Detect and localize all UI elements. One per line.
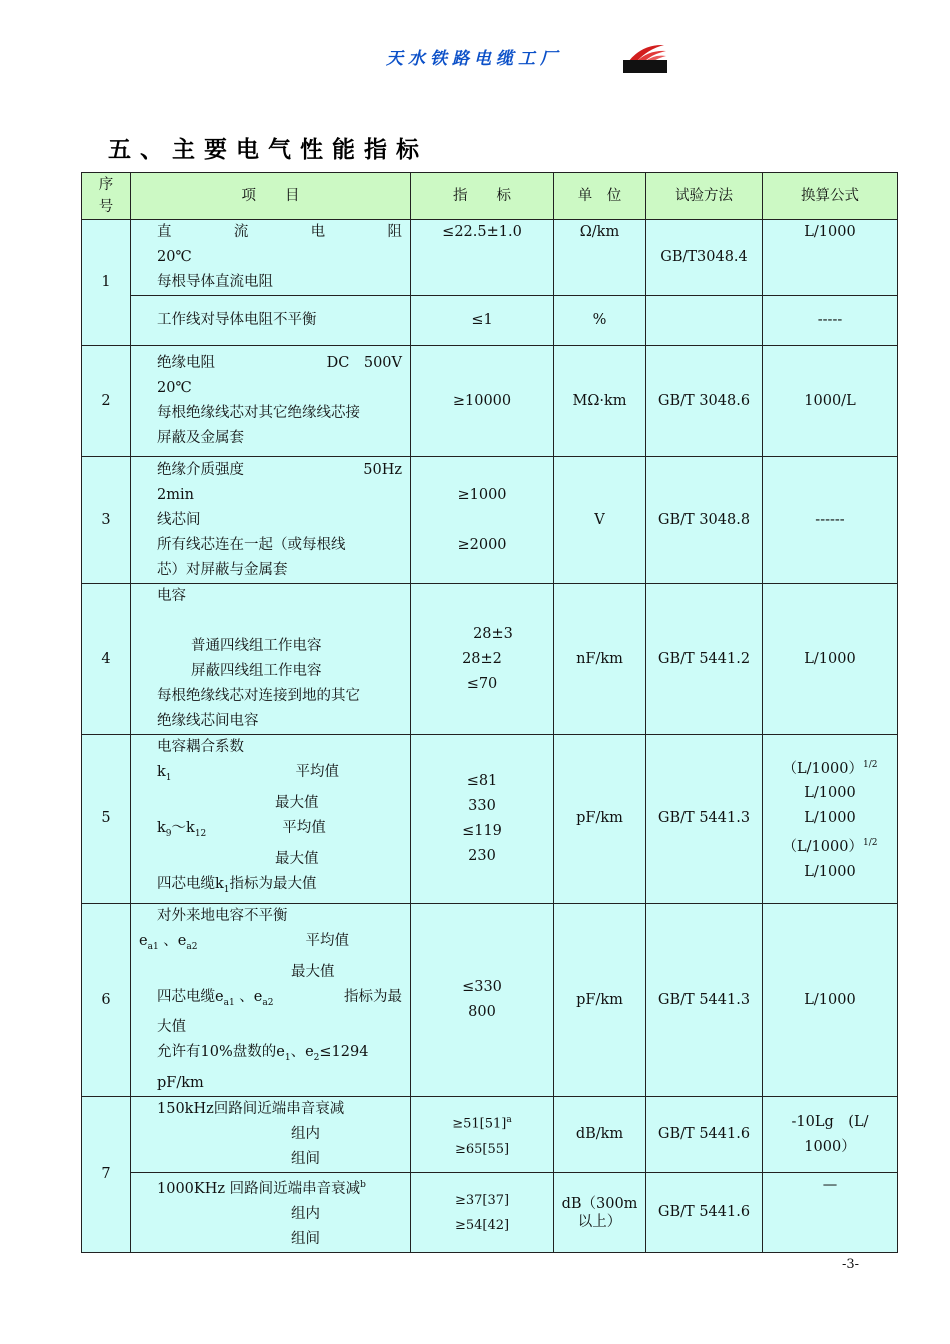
spec-line: $\ge 51[51]^a$ xyxy=(452,1115,512,1132)
spec-line: ≤330 xyxy=(462,979,502,995)
spec-cell: ≥10000 xyxy=(411,346,554,457)
spec-line: ≥54[42] xyxy=(454,1217,510,1233)
row-no: 1 xyxy=(82,220,131,346)
table-row xyxy=(82,220,898,296)
method-cell: GB/T 5441.6 xyxy=(646,1173,763,1253)
item-line: 最大值 xyxy=(275,850,319,867)
row-no: 2 xyxy=(82,346,131,457)
section-title: 五、主要电气性能指标 xyxy=(108,136,428,163)
unit-cell: Ω/km xyxy=(554,220,646,296)
spec-cell xyxy=(411,584,554,735)
unit-cell: nF/km xyxy=(554,584,646,735)
table-header-row xyxy=(82,173,898,220)
formula-line: $(L/1000)^{1/2}$ xyxy=(782,759,878,777)
spec-line: ≤119 xyxy=(462,822,502,839)
method-cell: GB/T 3048.8 xyxy=(646,457,763,584)
table-row xyxy=(82,1097,898,1173)
item-cell xyxy=(131,346,411,457)
item-line: $e_{a1}$ 、$e_{a2}$ 平均值 xyxy=(139,932,349,952)
item-cell xyxy=(131,457,411,584)
company-name: 天水铁路电缆工厂 xyxy=(386,49,562,69)
item-line: pF/km xyxy=(157,1075,204,1092)
method-cell: GB/T 5441.2 xyxy=(646,584,763,735)
item-line: 芯）对屏蔽与金属套 xyxy=(157,561,288,578)
formula-cell: ------ xyxy=(763,457,898,584)
item-line: 组间 xyxy=(291,1151,320,1168)
spec-cell xyxy=(411,1097,554,1173)
item-line: 对外来地电容不平衡 xyxy=(157,907,288,924)
item-line: 组内 xyxy=(291,1206,320,1223)
item-line: 大值 xyxy=(157,1019,186,1036)
spec-cell: ≤22.5±1.0 xyxy=(411,220,554,296)
method-cell: GB/T3048.4 xyxy=(646,220,763,296)
item-line: 绝缘介质强度 50Hz xyxy=(157,461,402,478)
table-row xyxy=(82,1173,898,1253)
table-row xyxy=(82,903,898,1097)
formula-line: -10Lg (L/ xyxy=(791,1113,869,1130)
header-item: 项 目 xyxy=(131,173,411,220)
spec-cell xyxy=(411,735,554,904)
unit-cell: MΩ·km xyxy=(554,346,646,457)
item-cell: 工作线对导体电阻不平衡 xyxy=(131,296,411,346)
item-line: 电容耦合系数 xyxy=(157,739,244,755)
item-cell xyxy=(131,1097,411,1173)
item-line: 线芯间 xyxy=(157,511,201,528)
item-line: 组内 xyxy=(291,1126,320,1143)
spec-line: ≤81 xyxy=(466,772,498,789)
unit-cell xyxy=(554,1173,646,1253)
item-line: $k_1$ 平均值 xyxy=(157,764,340,783)
row-no: 4 xyxy=(82,584,131,735)
item-line: 1000KHz 回路间近端串音衰减$^b$ xyxy=(157,1180,366,1198)
formula-line: 1000） xyxy=(804,1138,856,1155)
formula-cell: ----- xyxy=(763,296,898,346)
item-cell xyxy=(131,903,411,1097)
item-cell xyxy=(131,735,411,904)
item-line: 2min xyxy=(157,486,194,503)
table-row xyxy=(82,346,898,457)
item-line: 每根绝缘线芯对其它绝缘线芯接 xyxy=(157,405,360,421)
item-line: 20℃ xyxy=(157,249,192,265)
item-line: 四芯电缆$e_{a1}$ 、$e_{a2}$ 指标为最 xyxy=(157,988,402,1008)
item-cell xyxy=(131,1173,411,1253)
method-cell: GB/T 5441.3 xyxy=(646,903,763,1097)
unit-line: dB（300m xyxy=(561,1195,638,1212)
table-row xyxy=(82,457,898,584)
formula-cell: L/1000 xyxy=(763,903,898,1097)
header-unit: 单 位 xyxy=(554,173,646,220)
item-line: 屏蔽四线组工作电容 xyxy=(191,663,322,679)
item-line: 组间 xyxy=(291,1231,320,1248)
unit-line: 以上） xyxy=(577,1213,622,1230)
item-line: 直 流 电 阻 xyxy=(157,224,402,240)
method-cell: GB/T 3048.6 xyxy=(646,346,763,457)
spec-line: 800 xyxy=(468,1004,496,1020)
header-formula: 换算公式 xyxy=(763,173,898,220)
item-line: 20℃ xyxy=(157,380,192,396)
row-no: 7 xyxy=(82,1097,131,1253)
item-line: 最大值 xyxy=(291,963,335,980)
spec-line: ≥2000 xyxy=(457,536,507,553)
item-line: $k_9\sim k_{12}$ 平均值 xyxy=(157,819,326,839)
item-line: 电容 xyxy=(157,588,186,604)
spec-line: 230 xyxy=(468,847,496,864)
spec-line: ≤70 xyxy=(466,675,498,692)
spec-line: ≥1000 xyxy=(457,486,507,503)
spec-line: 330 xyxy=(468,797,496,814)
spec-line: 28±3 xyxy=(473,625,513,642)
header-no: 序号 xyxy=(82,173,131,220)
unit-cell: % xyxy=(554,296,646,346)
formula-line: L/1000 xyxy=(804,810,856,827)
formula-line: L/1000 xyxy=(804,864,856,881)
formula-cell: L/1000 xyxy=(763,220,898,296)
item-cell xyxy=(131,220,411,296)
formula-line: $(L/1000)^{1/2}$ xyxy=(782,838,878,856)
header-method: 试验方法 xyxy=(646,173,763,220)
page-number: -3- xyxy=(842,1257,860,1272)
item-line: 150kHz回路间近端串音衰减 xyxy=(157,1101,345,1118)
item-line: 四芯电缆$k_1$指标为最大值 xyxy=(157,875,317,895)
spec-cell xyxy=(411,903,554,1097)
method-cell: GB/T 5441.6 xyxy=(646,1097,763,1173)
row-no: 6 xyxy=(82,903,131,1097)
item-line: 每根导体直流电阻 xyxy=(157,274,273,290)
red-swoosh-logo-icon xyxy=(622,42,668,74)
header-spec: 指 标 xyxy=(411,173,554,220)
item-line: 绝缘线芯间电容 xyxy=(157,713,259,729)
unit-cell: pF/km xyxy=(554,735,646,904)
electrical-performance-table xyxy=(81,172,898,1253)
item-line: 屏蔽及金属套 xyxy=(157,430,244,446)
unit-cell: dB/km xyxy=(554,1097,646,1173)
formula-cell: — xyxy=(763,1173,898,1253)
method-cell xyxy=(646,296,763,346)
item-line: 每根绝缘线芯对连接到地的其它 xyxy=(157,688,360,704)
item-line: 绝缘电阻 DC 500V xyxy=(157,355,402,371)
unit-cell: V xyxy=(554,457,646,584)
item-line: 所有线芯连在一起（或每根线 xyxy=(157,536,346,553)
spec-cell xyxy=(411,1173,554,1253)
spec-cell xyxy=(411,457,554,584)
formula-line: L/1000 xyxy=(804,785,856,802)
item-line: 普通四线组工作电容 xyxy=(191,638,322,654)
item-cell xyxy=(131,584,411,735)
method-cell: GB/T 5441.3 xyxy=(646,735,763,904)
table-row xyxy=(82,735,898,904)
formula-cell xyxy=(763,1097,898,1173)
table-row xyxy=(82,296,898,346)
formula-cell xyxy=(763,735,898,904)
spec-cell: ≤1 xyxy=(411,296,554,346)
formula-cell: L/1000 xyxy=(763,584,898,735)
spec-line: ≥37[37] xyxy=(454,1192,510,1208)
row-no: 5 xyxy=(82,735,131,904)
row-no: 3 xyxy=(82,457,131,584)
spec-line: ≥65[55] xyxy=(454,1141,510,1157)
unit-cell: pF/km xyxy=(554,903,646,1097)
table-row xyxy=(82,584,898,735)
formula-cell: 1000/L xyxy=(763,346,898,457)
item-line: 最大值 xyxy=(275,794,319,811)
spec-line: 28±2 xyxy=(462,650,502,667)
item-line: 允许有10%盘数的$e_1$、$e_2\le 1294$ xyxy=(157,1044,369,1064)
